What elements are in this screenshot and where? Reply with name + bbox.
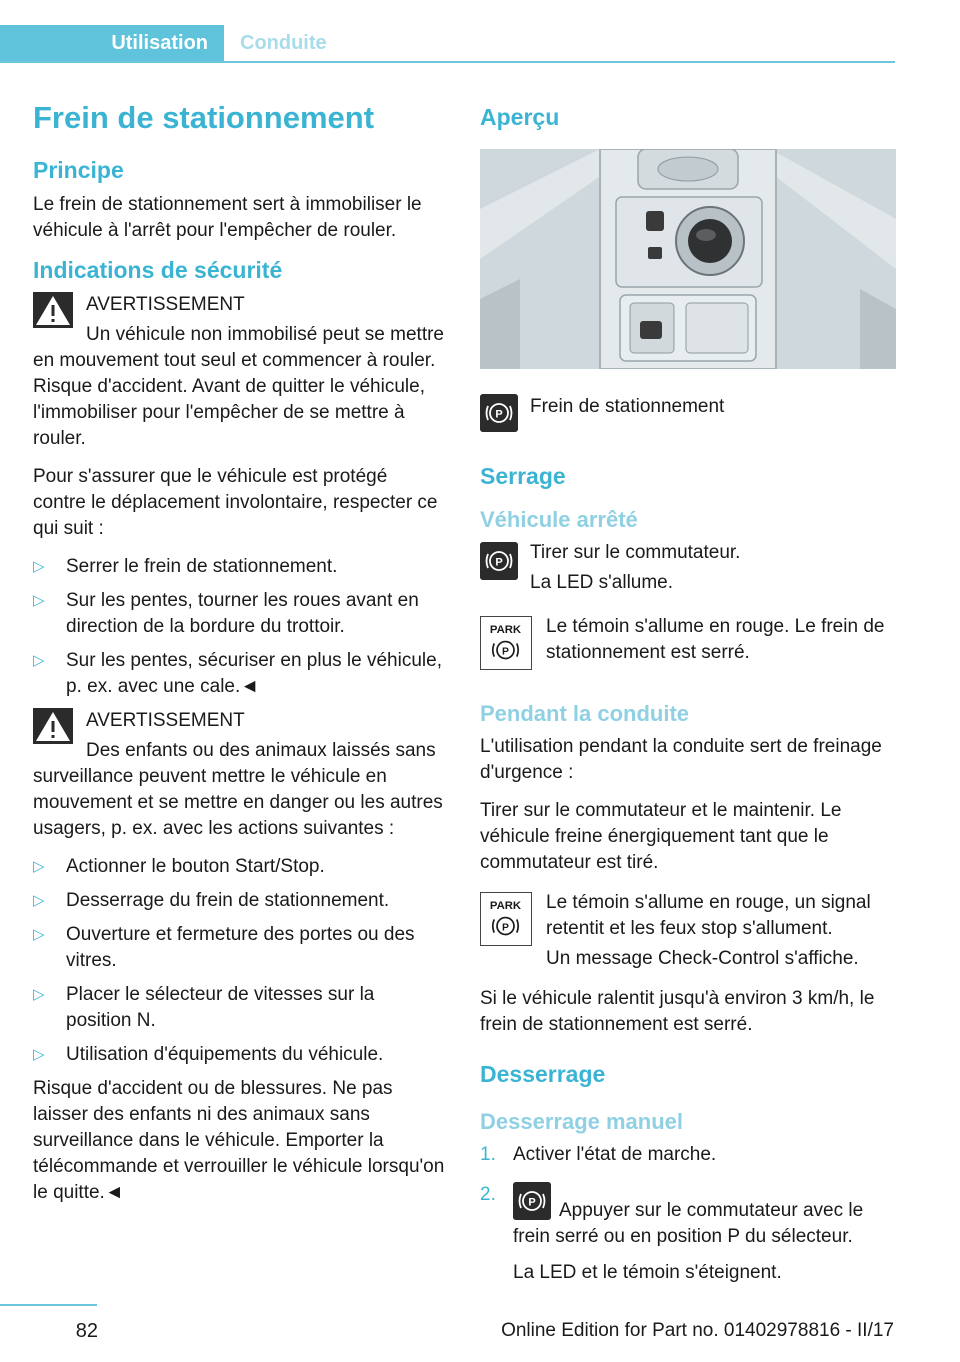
ralentit-text: Si le véhicule ralentit jusqu'à environ 3 km/h, le frein de stationnement est serré. [480, 988, 875, 1035]
list-item: 2. P Appuyer sur le commutateur avec le frein serré ou en position P du sélecteur. La LED et le témoin s'éteignent. [480, 1182, 896, 1286]
list-item: ▷ Utilisation d'équipements du véhicule. [33, 1042, 445, 1068]
risk-text: Risque d'accident ou de blessures. Ne pas laisser des enfants ni des animaux sans surveillance dans le véhicule. Emporter la télécommande et verrouiller le véhicule lorsqu'on le quitte.◄ [33, 1078, 445, 1203]
conduite-p1: L'utilisation pendant la conduite sert de freinage d'urgence : [480, 736, 882, 783]
parking-brake-button-icon [480, 394, 518, 432]
tirer-row [480, 540, 896, 596]
led-text: La LED s'allume. [530, 572, 674, 593]
tirer-text: Tirer sur le commutateur. [530, 542, 741, 563]
frein-label: Frein de stationnement [530, 396, 725, 417]
svg-text:P: P [502, 646, 509, 658]
right-column [480, 103, 896, 1300]
list-item: ▷ Ouverture et fermeture des portes ou des vitres. [33, 924, 415, 971]
edition-footer: Online Edition for Part no. 01402978816 - II/17 [501, 1320, 894, 1341]
desserrage-steps [480, 1142, 896, 1286]
triangle-bullet-icon: ▷ [33, 858, 45, 875]
list-item: 1. Activer l'état de marche. [480, 1144, 717, 1165]
park-indicator-icon [480, 892, 532, 946]
temoin-row-1 [480, 614, 896, 670]
checkcontrol-text: Un message Check-Control s'affiche. [546, 948, 859, 969]
warning-block-2 [33, 708, 445, 764]
tab-utilisation[interactable]: Utilisation [0, 25, 224, 61]
serrage-heading: Serrage [480, 463, 566, 489]
conduite-p2: Tirer sur le commutateur et le maintenir. Le véhicule freine énergiquement tant que le commutateur est tiré. [480, 800, 842, 873]
temoin-2-text: Le témoin s'allume en rouge, un signal retentit et les feux stop s'allument. [546, 892, 871, 939]
svg-text:PARK: PARK [489, 900, 522, 913]
page-title: Frein de stationnement [33, 100, 375, 135]
temoin-row-2 [480, 890, 896, 972]
svg-text:P: P [495, 556, 503, 569]
principe-heading: Principe [33, 157, 124, 183]
safety-list-2 [33, 854, 445, 1068]
securite-heading: Indications de sécurité [33, 257, 283, 283]
svg-text:P: P [502, 922, 509, 934]
triangle-bullet-icon: ▷ [33, 986, 45, 1003]
triangle-bullet-icon: ▷ [33, 892, 45, 909]
svg-text:PARK: PARK [489, 624, 522, 637]
arrete-heading: Véhicule arrêté [480, 507, 638, 532]
list-item: ▷ Actionner le bouton Start/Stop. [33, 854, 445, 880]
svg-text:P: P [495, 408, 503, 421]
list-item: ▷ Placer le sélecteur de vitesses sur la position N. [33, 984, 375, 1031]
desserrage-heading: Desserrage [480, 1061, 606, 1087]
warning-2-label: AVERTISSEMENT [86, 710, 245, 731]
list-item: ▷ Sur les pentes, sécuriser en plus le véhicule, p. ex. avec une cale.◄ [33, 650, 442, 697]
list-item: ▷ Sur les pentes, tourner les roues avant en direction de la bordure du trottoir. [33, 590, 419, 637]
intro-text: Pour s'assurer que le véhicule est protégé contre le déplacement involontaire, respecter ce qui suit : [33, 466, 438, 539]
triangle-bullet-icon: ▷ [33, 592, 45, 609]
list-item: ▷ Desserrage du frein de stationnement. [33, 888, 445, 914]
conduite-heading: Pendant la conduite [480, 701, 690, 726]
warning-1-text: Un véhicule non immobilisé peut se mettre en mouvement tout seul et commencer à rouler. Risque d'accident. Avant de quitter le véhicule, l'immobiliser pour l'empêcher de se mettre à rouler. [33, 324, 445, 449]
center-console-photo [480, 149, 896, 369]
park-indicator-icon [480, 616, 532, 670]
parking-brake-button-icon [480, 542, 518, 580]
triangle-bullet-icon: ▷ [33, 652, 45, 669]
warning-2-text: Des enfants ou des animaux laissés sans surveillance peuvent mettre le véhicule en mouvement et se mettre en danger ou les autres usagers, p. ex. avec les actions suivantes : [33, 740, 443, 839]
apercu-heading: Aperçu [480, 104, 560, 130]
manuel-heading: Desserrage manuel [480, 1109, 683, 1134]
safety-list-1 [33, 554, 445, 700]
triangle-bullet-icon: ▷ [33, 558, 45, 575]
chapter-tabs [0, 25, 895, 63]
principe-text: Le frein de stationnement sert à immobiliser le véhicule à l'arrêt pour l'empêcher de rouler. [33, 194, 422, 241]
tab-conduite[interactable]: Conduite [240, 32, 327, 54]
page-number: 82 [75, 1320, 98, 1342]
left-column [33, 98, 445, 1218]
warning-triangle-icon [33, 292, 73, 328]
triangle-bullet-icon: ▷ [33, 926, 45, 943]
step-2-sub: La LED et le témoin s'éteignent. [513, 1262, 782, 1283]
svg-text:P: P [528, 1196, 536, 1209]
warning-triangle-icon [33, 708, 73, 744]
temoin-1-text: Le témoin s'allume en rouge. Le frein de stationnement est serré. [546, 616, 885, 663]
warning-block-1 [33, 292, 445, 348]
list-item: ▷ Serrer le frein de stationnement. [33, 554, 445, 580]
page-number-rule [0, 1304, 97, 1306]
frein-button-row [480, 392, 896, 440]
triangle-bullet-icon: ▷ [33, 1046, 45, 1063]
warning-1-label: AVERTISSEMENT [86, 294, 245, 315]
parking-brake-button-icon [513, 1182, 551, 1220]
